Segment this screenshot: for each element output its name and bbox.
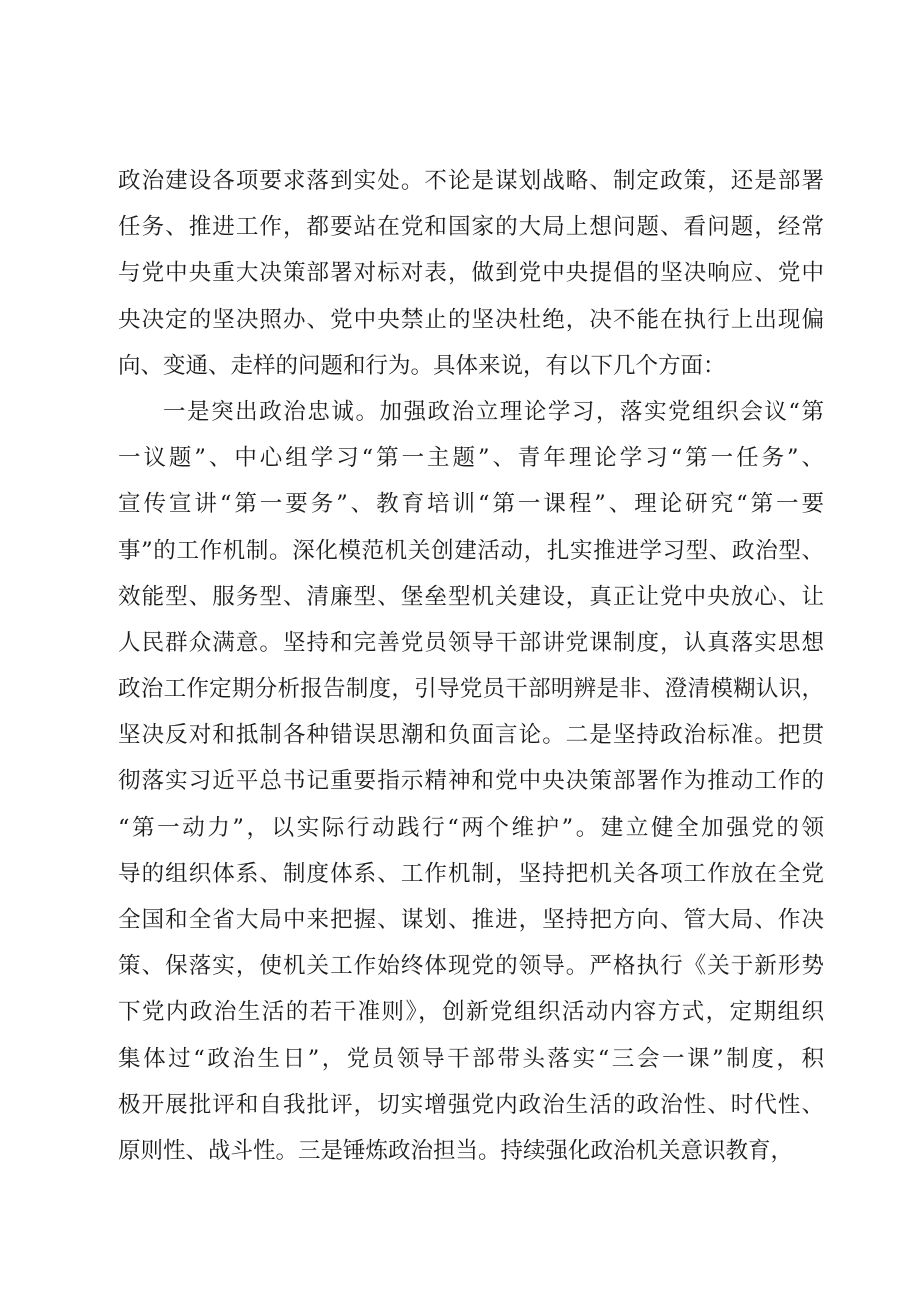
text-line: 彻落实习近平总书记重要指示精神和党中央决策部署作为推动工作的 — [118, 768, 824, 795]
text-line: 人民群众满意。坚持和完善党员领导干部讲党课制度，认真落实思想 — [118, 629, 824, 656]
text-line: 政治建设各项要求落到实处。不论是谋划战略、制定政策，还是部署 — [118, 168, 824, 194]
text-line: 坚决反对和抵制各种错误思潮和负面言论。二是坚持政治标准。把贯 — [118, 722, 824, 749]
text-line: 效能型、服务型、清廉型、堡垒型机关建设，真正让党中央放心、让 — [118, 583, 824, 610]
text-line: 向、变通、走样的问题和行为。具体来说，有以下几个方面： — [118, 352, 726, 379]
text-line: 与党中央重大决策部署对标对表，做到党中央提倡的坚决响应、党中 — [118, 260, 824, 287]
text-line: 政治工作定期分析报告制度，引导党员干部明辨是非、澄清模糊认识， — [118, 676, 824, 703]
text-line: 事”的工作机制。深化模范机关创建活动，扎实推进学习型、政治型、 — [118, 537, 824, 564]
text-line: 央决定的坚决照办、党中央禁止的坚决杜绝，决不能在执行上出现偏 — [118, 306, 824, 333]
text-line: 极开展批评和自我批评，切实增强党内政治生活的政治性、时代性、 — [118, 1091, 824, 1118]
text-line: 宣传宣讲“第一要务”、教育培训“第一课程”、理论研究“第一要 — [118, 491, 824, 518]
text-line: “第一动力”，以实际行动践行“两个维护”。建立健全加强党的领 — [118, 814, 824, 841]
text-line: 一议题”、中心组学习“第一主题”、青年理论学习“第一任务”、 — [118, 445, 824, 472]
text-line: 任务、推进工作，都要站在党和国家的大局上想问题、看问题，经常 — [118, 214, 824, 241]
text-line: 集体过“政治生日”，党员领导干部带头落实“三会一课”制度，积 — [118, 1045, 824, 1072]
body-text — [118, 158, 824, 1174]
text-line: 策、保落实，使机关工作始终体现党的领导。严格执行《关于新形势 — [118, 953, 824, 980]
text-line: 一是突出政治忠诚。加强政治立理论学习，落实党组织会议“第 — [163, 398, 824, 425]
text-line: 原则性、战斗性。三是锤炼政治担当。持续强化政治机关意识教育， — [118, 1137, 794, 1164]
text-line: 全国和全省大局中来把握、谋划、推进，坚持把方向、管大局、作决 — [118, 907, 824, 933]
text-line: 导的组织体系、制度体系、工作机制，坚持把机关各项工作放在全党 — [118, 860, 824, 887]
text-line: 下党内政治生活的若干准则》，创新党组织活动内容方式，定期组织 — [118, 999, 824, 1026]
